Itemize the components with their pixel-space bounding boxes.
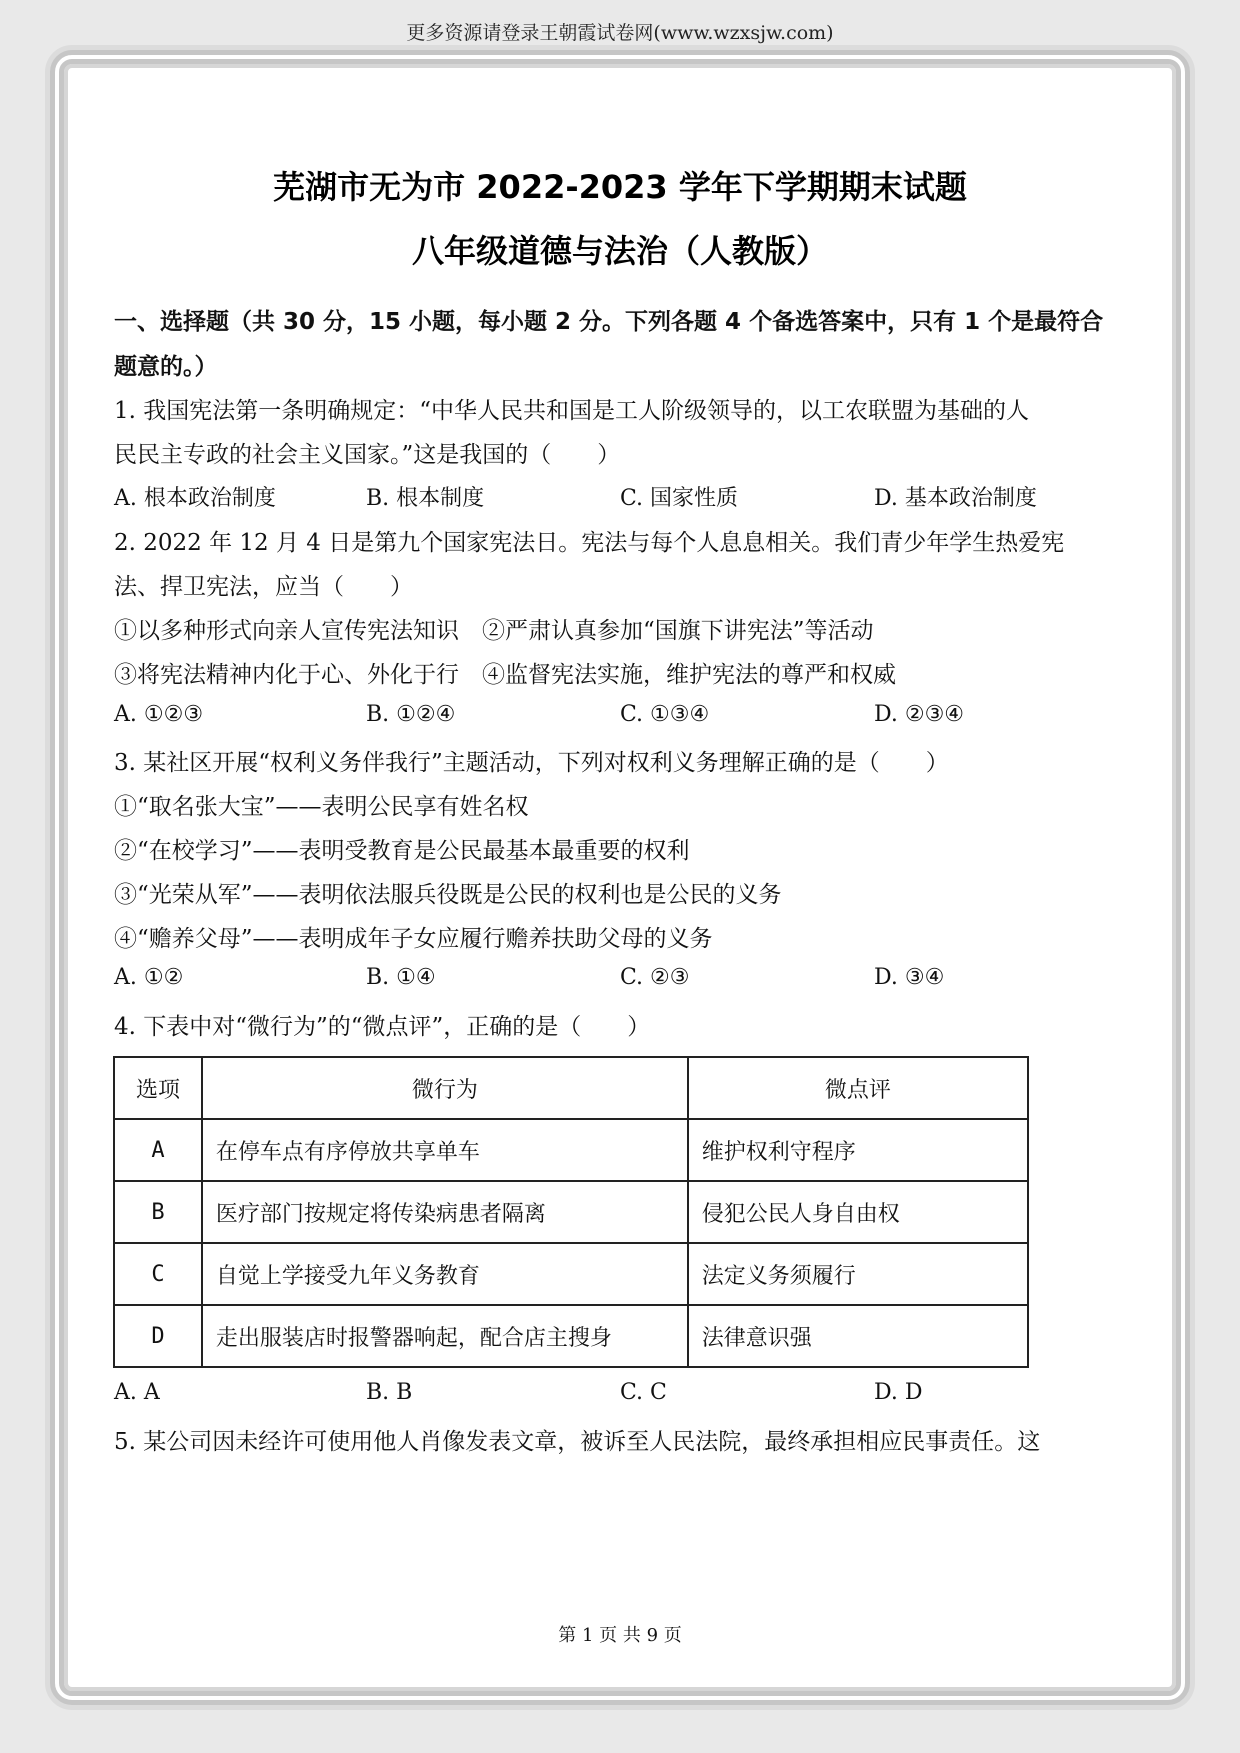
table-header-cell: 选项 <box>114 1057 202 1119</box>
q3-option-c: C. ②③ <box>620 965 690 990</box>
table-cell-behavior: 医疗部门按规定将传染病患者隔离 <box>202 1181 688 1243</box>
q2-stem-cont: 法、捍卫宪法，应当（ ） <box>114 574 413 600</box>
q3-item: ③“光荣从军”——表明依法服兵役既是公民的权利也是公民的义务 <box>114 882 782 908</box>
table-row <box>114 1305 1028 1367</box>
q3-option-d: D. ③④ <box>874 965 945 990</box>
exam-page <box>78 80 1162 1676</box>
q2-item-row: ①以多种形式向亲人宣传宪法知识 ②严肃认真参加“国旗下讲宪法”等活动 <box>114 618 874 644</box>
table-header-cell: 微行为 <box>202 1057 688 1119</box>
q1-options <box>114 481 1134 511</box>
table-row <box>114 1119 1028 1181</box>
table-cell-comment: 侵犯公民人身自由权 <box>688 1181 1028 1243</box>
table-row <box>114 1181 1028 1243</box>
q3-item: ②“在校学习”——表明受教育是公民最基本最重要的权利 <box>114 838 690 864</box>
q2-option-a: A. ①②③ <box>114 702 204 727</box>
q2-option-c: C. ①③④ <box>620 702 710 727</box>
q4-options <box>114 1380 1134 1410</box>
q3-item: ④“赡养父母”——表明成年子女应履行赡养扶助父母的义务 <box>114 926 713 952</box>
table-cell-behavior: 在停车点有序停放共享单车 <box>202 1119 688 1181</box>
table-cell-comment: 法定义务须履行 <box>688 1243 1028 1305</box>
exam-title: 芜湖市无为市 2022-2023 学年下学期期末试题 <box>273 168 967 206</box>
q1-option-c: C. 国家性质 <box>620 486 739 511</box>
q1-option-b: B. 根本制度 <box>366 486 485 511</box>
table-cell-behavior: 自觉上学接受九年义务教育 <box>202 1243 688 1305</box>
table-cell-option: D <box>114 1305 202 1367</box>
q4-option-b: B. B <box>366 1380 413 1405</box>
q5-stem: 5. 某公司因未经许可使用他人肖像发表文章，被诉至人民法院，最终承担相应民事责任。这 <box>114 1429 1041 1455</box>
q1-stem-cont: 民民主专政的社会主义国家。”这是我国的（ ） <box>114 442 621 468</box>
q3-options <box>114 965 1134 995</box>
table-cell-option: B <box>114 1181 202 1243</box>
site-header: 更多资源请登录王朝霞试卷网(www.wzxsjw.com) <box>406 22 834 44</box>
table-header-cell: 微点评 <box>688 1057 1028 1119</box>
table-row <box>114 1243 1028 1305</box>
q3-option-a: A. ①② <box>114 965 184 990</box>
table-cell-comment: 法律意识强 <box>688 1305 1028 1367</box>
q3-item: ①“取名张大宝”——表明公民享有姓名权 <box>114 794 529 820</box>
q4-table <box>113 1056 1029 1368</box>
q1-option-d: D. 基本政治制度 <box>874 486 1037 511</box>
section-heading-cont: 题意的。） <box>114 354 218 380</box>
q4-option-d: D. D <box>874 1380 923 1405</box>
q1-stem: 1. 我国宪法第一条明确规定：“中华人民共和国是工人阶级领导的，以工农联盟为基础的人 <box>114 398 1030 424</box>
q2-option-b: B. ①②④ <box>366 702 456 727</box>
table-cell-comment: 维护权利守程序 <box>688 1119 1028 1181</box>
table-cell-option: A <box>114 1119 202 1181</box>
q2-stem: 2. 2022 年 12 月 4 日是第九个国家宪法日。宪法与每个人息息相关。我们青少年学生热爱宪 <box>114 530 1065 556</box>
table-header-row <box>114 1057 1028 1119</box>
q2-item-row: ③将宪法精神内化于心、外化于行 ④监督宪法实施，维护宪法的尊严和权威 <box>114 662 896 688</box>
exam-subtitle: 八年级道德与法治（人教版） <box>411 232 828 270</box>
q3-stem: 3. 某社区开展“权利义务伴我行”主题活动，下列对权利义务理解正确的是（ ） <box>114 750 949 776</box>
q4-option-a: A. A <box>114 1380 160 1405</box>
table-cell-behavior: 走出服装店时报警器响起，配合店主搜身 <box>202 1305 688 1367</box>
q4-option-c: C. C <box>620 1380 667 1405</box>
table-cell-option: C <box>114 1243 202 1305</box>
page-number: 第 1 页 共 9 页 <box>558 1625 682 1646</box>
q3-option-b: B. ①④ <box>366 965 436 990</box>
q2-option-d: D. ②③④ <box>874 702 965 727</box>
section-heading: 一、选择题（共 30 分，15 小题，每小题 2 分。下列各题 4 个备选答案中，只有 1 个是最符合 <box>114 309 1104 335</box>
q2-options <box>114 702 1134 732</box>
q4-stem: 4. 下表中对“微行为”的“微点评”，正确的是（ ） <box>114 1014 651 1040</box>
q1-option-a: A. 根本政治制度 <box>114 486 276 511</box>
